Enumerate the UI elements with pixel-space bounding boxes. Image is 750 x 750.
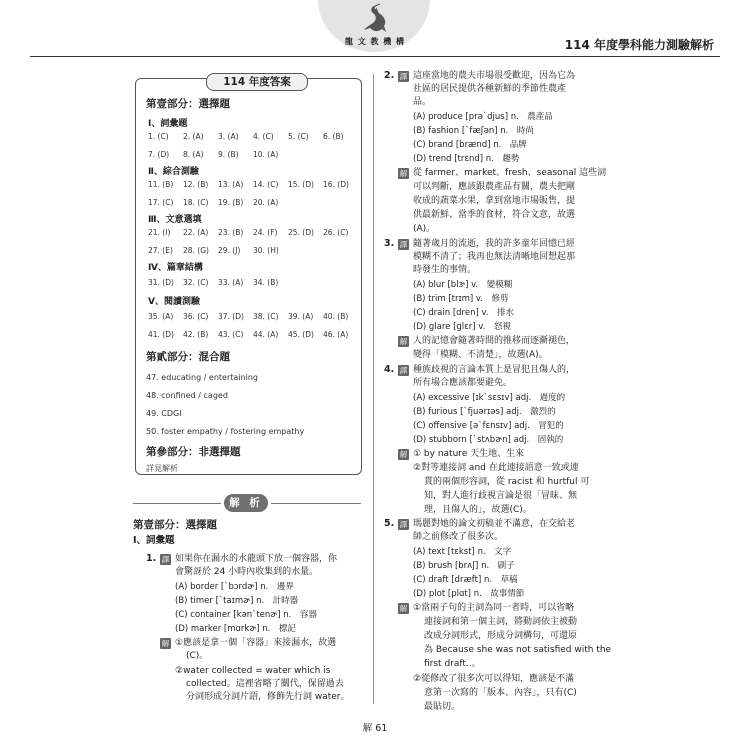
option-b: (B) trim [trɪm] v. 修剪 bbox=[413, 294, 509, 304]
answer-cell: 31. (D) bbox=[148, 278, 174, 287]
explanation-line: (C)。 bbox=[186, 651, 209, 661]
part1-title: 第壹部分：選擇題 bbox=[133, 519, 217, 531]
translation-line: 品。 bbox=[413, 97, 432, 107]
answer-cell: 1. (C) bbox=[148, 132, 169, 141]
explanation-tag: 解 bbox=[399, 337, 408, 346]
answer-cell: 45. (D) bbox=[288, 330, 314, 339]
answer-cell: 8. (A) bbox=[183, 150, 204, 159]
translation-line: 時發生的事情。 bbox=[413, 265, 477, 275]
answer-cell: 12. (B) bbox=[183, 180, 209, 189]
answer-cell: 39. (A) bbox=[288, 312, 314, 321]
explanation-line: 變得「模糊、不清楚」，故選(A)。 bbox=[413, 350, 548, 360]
answer-cell: 13. (A) bbox=[218, 180, 244, 189]
answer-sub3-title: Ⅲ、文意選填 bbox=[148, 215, 202, 225]
explanation-line: ①當兩子句的主詞為同一者時，可以省略 bbox=[413, 603, 575, 613]
answer-cell: 4. (C) bbox=[253, 132, 274, 141]
header-divider bbox=[30, 56, 720, 57]
answer-item: 48. confined / caged bbox=[146, 391, 228, 400]
answer-sub4-title: Ⅳ、篇章結構 bbox=[148, 263, 203, 273]
logo-text: 龍 文 教 機 構 bbox=[344, 36, 406, 46]
option-d: (D) glare [glɛr] v. 怒視 bbox=[413, 322, 511, 332]
translation-tag: 譯 bbox=[399, 520, 408, 529]
explanation-tag: 解 bbox=[399, 169, 408, 178]
answer-item: 50. foster empathy / fostering empathy bbox=[146, 427, 305, 436]
option-a: (A) border [ˋbɔrdɚ] n. 邊界 bbox=[175, 582, 294, 592]
answer-cell: 21. (I) bbox=[148, 228, 171, 237]
answer-part1-title: 第壹部分：選擇題 bbox=[146, 98, 230, 110]
answer-cell: 26. (C) bbox=[323, 228, 349, 237]
answer-sub1-title: Ⅰ、詞彙題 bbox=[148, 119, 188, 129]
page-title: 114 年度學科能力測驗解析 bbox=[564, 38, 714, 52]
translation-line: 會驚訝於 24 小時內收集到的水量。 bbox=[175, 567, 319, 577]
explanation-line: 供最新鮮、當季的食材，符合文意，故選 bbox=[413, 210, 576, 220]
translation-tag: 譯 bbox=[399, 240, 408, 249]
answer-cell: 38. (C) bbox=[253, 312, 279, 321]
answer-cell: 6. (B) bbox=[323, 132, 344, 141]
answer-cell: 33. (A) bbox=[218, 278, 244, 287]
option-b: (B) furious [ˋfjuərɪəs] adj. 激烈的 bbox=[413, 407, 556, 417]
option-c: (C) drain [dren] v. 排水 bbox=[413, 308, 515, 318]
answer-cell: 5. (C) bbox=[288, 132, 309, 141]
translation-tag: 譯 bbox=[399, 366, 408, 375]
answer-cell: 36. (C) bbox=[183, 312, 209, 321]
translation-line: 如果你在漏水的水龍頭下放一個容器，你 bbox=[175, 554, 338, 564]
option-b: (B) fashion [ˋfæʃən] n. 時尚 bbox=[413, 126, 534, 136]
explanation-tag: 解 bbox=[399, 450, 408, 459]
translation-line: 社區的居民提供各種新鮮的季節性農產 bbox=[413, 84, 567, 94]
explanation-line: 為 Because she was not satisfied with the bbox=[424, 645, 612, 655]
explanation-line: 知，對人進行歧視言論是很「冒昧、無 bbox=[424, 491, 578, 501]
explanation-line: 連接詞和第一個主詞，將動詞依主被動 bbox=[424, 617, 578, 627]
answer-box-title: 114 年度答案 bbox=[206, 73, 308, 91]
column-divider bbox=[373, 74, 374, 704]
explanation-line: 意第一次寫的「版本、內容」，只有(C) bbox=[424, 688, 577, 698]
explanation-badge: 解 析 bbox=[224, 494, 268, 512]
explanation-line: 收成的蔬菜水果，拿到當地市場販售，提 bbox=[413, 196, 576, 206]
answer-cell: 34. (B) bbox=[253, 278, 279, 287]
explanation-line: ②water collected = water which is bbox=[175, 666, 331, 676]
answer-cell: 40. (B) bbox=[323, 312, 349, 321]
explanation-line: collected。這裡省略了關代，保留過去 bbox=[186, 679, 344, 689]
answer-cell: 20. (A) bbox=[253, 198, 279, 207]
option-d: (D) plot [plɑt] n. 故事情節 bbox=[413, 589, 525, 599]
option-a: (A) produce [prəˋdjus] n. 農產品 bbox=[413, 112, 553, 122]
option-c: (C) container [kənˋtenɚ] n. 容器 bbox=[175, 610, 317, 620]
answer-item: 49. CDGI bbox=[146, 409, 182, 418]
option-d: (D) stubborn [ˋstʌbɚn] adj. 固執的 bbox=[413, 435, 564, 445]
translation-line: 瑪麗對她的論文初稿並不滿意，在交給老 bbox=[413, 519, 576, 529]
translation-line: 師之前修改了很多次。 bbox=[413, 532, 504, 542]
translation-tag: 譯 bbox=[161, 555, 170, 564]
explanation-line: (A)。 bbox=[413, 224, 436, 234]
explanation-line: first draft..。 bbox=[424, 659, 481, 669]
answer-cell: 29. (J) bbox=[218, 246, 241, 255]
answer-cell: 9. (B) bbox=[218, 150, 239, 159]
answer-cell: 19. (B) bbox=[218, 198, 244, 207]
option-d: (D) trend [trɛnd] n. 趨勢 bbox=[413, 154, 520, 164]
explanation-line: 人的記憶會隨著時間的推移而逐漸褪色， bbox=[413, 336, 576, 346]
answer-cell: 35. (A) bbox=[148, 312, 174, 321]
translation-line: 種族歧視的言論本質上是冒犯且傷人的， bbox=[413, 365, 576, 375]
explanation-line: ②對等連接詞 and 在此連接語意一致或連 bbox=[413, 463, 579, 473]
explanation-line: ① by nature 天生地、生來 bbox=[413, 449, 525, 459]
translation-line: 隨著歲月的流逝，我的許多童年回憶已經 bbox=[413, 239, 576, 249]
answer-sub2-title: Ⅱ、綜合測驗 bbox=[148, 167, 199, 177]
explanation-tag: 解 bbox=[399, 604, 408, 613]
answer-cell: 23. (B) bbox=[218, 228, 244, 237]
explanation-line: 從 farmer、market、fresh、seasonal 這些詞 bbox=[413, 168, 607, 178]
explanation-line: 理，且傷人的」，故選(C)。 bbox=[424, 505, 532, 515]
answer-cell: 46. (A) bbox=[323, 330, 349, 339]
explanation-line: 可以判斷，應該跟農產品有關，農夫把剛 bbox=[413, 182, 576, 192]
option-a: (A) blur [blɝ] v. 變模糊 bbox=[413, 280, 513, 290]
answer-cell: 17. (C) bbox=[148, 198, 174, 207]
explanation-line: 分詞形成分詞片語，修飾先行詞 water。 bbox=[186, 692, 350, 702]
question-number: 4. bbox=[384, 364, 395, 375]
answer-cell: 25. (D) bbox=[288, 228, 314, 237]
option-a: (A) text [tɛkst] n. 文字 bbox=[413, 547, 512, 557]
answer-cell: 44. (A) bbox=[253, 330, 279, 339]
section-rule-right bbox=[271, 503, 361, 504]
explanation-tag: 解 bbox=[161, 639, 170, 648]
option-c: (C) draft [dræft] n. 草稿 bbox=[413, 575, 518, 585]
crane-logo-icon bbox=[360, 2, 390, 38]
answer-cell: 11. (B) bbox=[148, 180, 174, 189]
translation-line: 模糊不清了；我再也無法清晰地回想起那 bbox=[413, 252, 576, 262]
answer-cell: 14. (C) bbox=[253, 180, 279, 189]
option-c: (C) offensive [əˋfɛnsɪv] adj. 冒犯的 bbox=[413, 421, 564, 431]
answer-cell: 22. (A) bbox=[183, 228, 209, 237]
answer-cell: 18. (C) bbox=[183, 198, 209, 207]
translation-tag: 譯 bbox=[399, 72, 408, 81]
answer-cell: 10. (A) bbox=[253, 150, 279, 159]
answer-item: 47. educating / entertaining bbox=[146, 373, 258, 382]
answer-cell: 32. (C) bbox=[183, 278, 209, 287]
answer-cell: 28. (G) bbox=[183, 246, 209, 255]
sub1-title: Ⅰ、詞彙題 bbox=[133, 535, 175, 546]
answer-cell: 2. (A) bbox=[183, 132, 204, 141]
answer-cell: 7. (D) bbox=[148, 150, 170, 159]
question-number: 5. bbox=[384, 518, 395, 529]
answer-part2-title: 第貳部分：混合題 bbox=[146, 351, 230, 363]
page-number: 解 61 bbox=[362, 723, 388, 734]
explanation-line: 最貼切。 bbox=[424, 702, 461, 712]
answer-item: 詳見解析 bbox=[146, 464, 178, 473]
section-rule-left bbox=[133, 503, 221, 504]
answer-cell: 27. (E) bbox=[148, 246, 173, 255]
question-number: 3. bbox=[384, 238, 395, 249]
translation-line: 這座當地的農夫市場很受歡迎，因為它為 bbox=[413, 71, 576, 81]
answer-cell: 3. (A) bbox=[218, 132, 239, 141]
explanation-line: 貫的兩個形容詞，從 racist 和 hurtful 可 bbox=[424, 477, 590, 487]
answer-cell: 37. (D) bbox=[218, 312, 244, 321]
answer-cell: 24. (F) bbox=[253, 228, 278, 237]
option-b: (B) brush [brʌʃ] n. 刷子 bbox=[413, 561, 515, 571]
answer-cell: 43. (C) bbox=[218, 330, 244, 339]
translation-line: 所有場合應該都要避免。 bbox=[413, 378, 513, 388]
option-c: (C) brand [brænd] n. 品牌 bbox=[413, 140, 527, 150]
answer-cell: 30. (H) bbox=[253, 246, 279, 255]
question-number: 1. bbox=[146, 553, 157, 564]
answer-box bbox=[135, 78, 362, 475]
answer-cell: 42. (B) bbox=[183, 330, 209, 339]
answer-cell: 41. (D) bbox=[148, 330, 174, 339]
option-a: (A) excessive [ɪkˋsɛsɪv] adj. 過度的 bbox=[413, 393, 566, 403]
explanation-line: ②從修改了很多次可以得知，應該是不滿 bbox=[413, 674, 575, 684]
option-d: (D) marker [mɑrkɚ] n. 標記 bbox=[175, 624, 296, 634]
option-b: (B) timer [ˋtaɪmɚ] n. 計時器 bbox=[175, 596, 299, 606]
explanation-line: 改成分詞形式，形成分詞構句，可還原 bbox=[424, 631, 578, 641]
answer-cell: 16. (D) bbox=[323, 180, 349, 189]
answer-sub5-title: Ⅴ、閱讀測驗 bbox=[148, 297, 200, 307]
question-number: 2. bbox=[384, 70, 395, 81]
explanation-line: ①應該是拿一個「容器」來接漏水，故選 bbox=[175, 638, 337, 648]
answer-part3-title: 第參部分：非選擇題 bbox=[146, 446, 241, 458]
answer-cell: 15. (D) bbox=[288, 180, 314, 189]
